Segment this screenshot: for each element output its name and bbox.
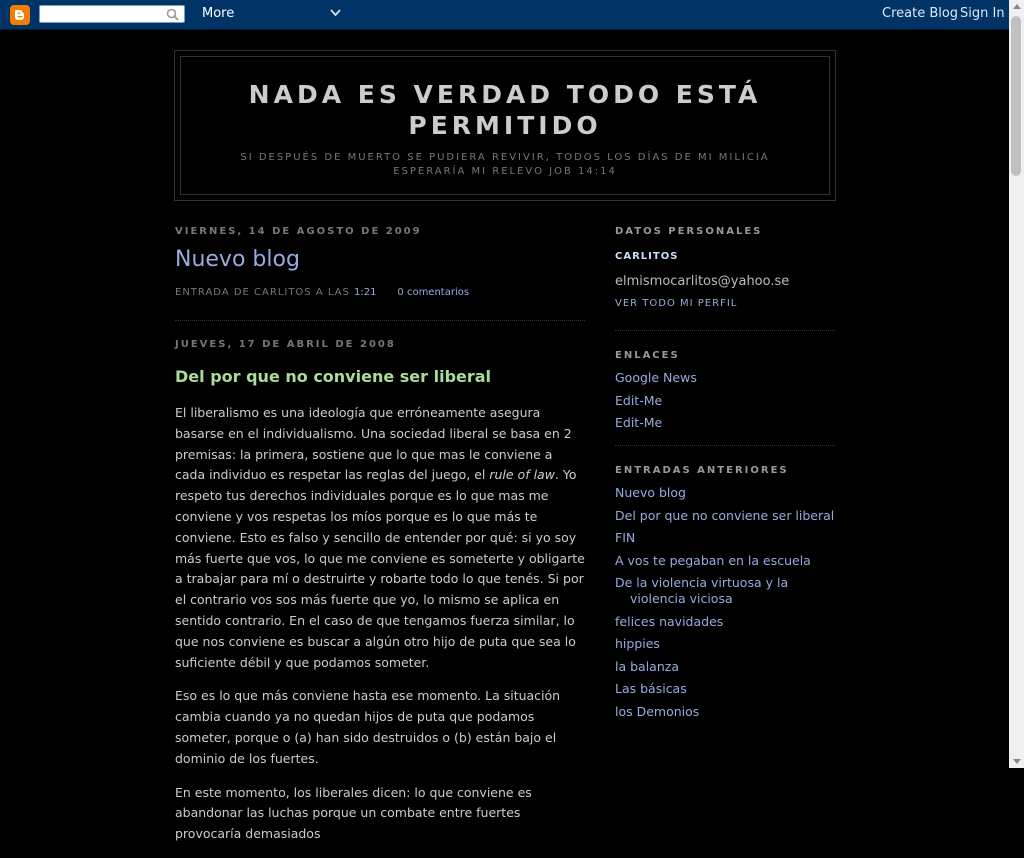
post-paragraph: En este momento, los liberales dicen: lo que conviene es abandonar las luchas porque un combate entre fuertes provocaría demasiados [175, 784, 532, 842]
scroll-down-icon[interactable] [1013, 759, 1021, 764]
blog-title[interactable]: NADA ES VERDAD TODO ESTÁ PERMITIDO [248, 80, 762, 140]
archive-heading: ENTRADAS ANTERIORES [615, 465, 789, 476]
profile-name-link[interactable]: CARLITOS [615, 251, 679, 262]
sidebar-link[interactable]: Edit-Me [615, 415, 663, 430]
archive-link[interactable]: FIN [615, 530, 636, 545]
post-paragraph: Eso es lo que más conviene hasta ese momento. La situación cambia cuando ya no quedan hijos de puta que podamos someter, porque o (a) han sido destruidos o (b) están bajo el dominio de los fuertes. [175, 688, 561, 766]
post [175, 226, 585, 300]
blogger-logo-icon[interactable] [10, 5, 30, 25]
archive-list [615, 485, 835, 720]
view-profile-link[interactable]: VER TODO MI PERFIL [615, 298, 738, 309]
search-input[interactable] [39, 5, 185, 23]
sidebar-divider [615, 445, 835, 446]
post-paragraph: El liberalismo es una ideología que erróneamente asegura basarse en el individualismo. Una sociedad liberal se basa en 2 premisas: la primera, sostiene que lo que mas le conviene a cada individuo es respetar las reglas del juego, el rule of law. Yo respeto tus derechos individuales porque es lo que mas me conviene y vos respetas los míos porque es lo que más te conviene. Esto es falso y sencillo de entender por qué: si yo soy más fuerte que vos, lo que me conviene es someterte y obligarte a trabajar para mí o destruirte y robarte todo lo que tenés. Si por el contrario vos sos más fuerte que yo, lo mismo se aplica en sentido contrario. En el caso de que tengamos fuerza similar, lo que nos conviene es buscar a algún otro hijo de puta que sea lo suficiente débil y que podamos someter. [175, 405, 585, 670]
more-menu[interactable]: More [202, 6, 235, 21]
profile-email: elmismocarlitos@yahoo.se [615, 274, 790, 289]
post-date: JUEVES, 17 DE ABRIL DE 2008 [175, 339, 396, 350]
sidebar-divider [615, 330, 835, 331]
archive-link[interactable]: A vos te pegaban en la escuela [615, 552, 811, 568]
search-icon[interactable] [166, 8, 179, 21]
post [175, 339, 585, 845]
links-heading: ENLACES [615, 350, 680, 361]
scrollbar-thumb[interactable] [1011, 16, 1021, 176]
post-author-label: ENTRADA DE CARLITOS A LAS [175, 287, 350, 298]
post-date: VIERNES, 14 DE AGOSTO DE 2009 [175, 226, 422, 237]
main-column [175, 226, 585, 858]
archive-link[interactable]: Las básicas [615, 681, 687, 696]
archive-link[interactable]: la balanza [615, 658, 679, 674]
blog-description: SI DESPUÉS DE MUERTO SE PUDIERA REVIVIR, TODOS LOS DÍAS DE MI MILICIA ESPERARÍA MI RELEVO JOB 14:14 [240, 152, 770, 177]
post-footer [175, 286, 585, 300]
sign-in-link[interactable]: Sign In [960, 6, 1005, 21]
archive-link[interactable]: Del por que no conviene ser liberal [615, 507, 835, 523]
blog-header [174, 50, 836, 201]
create-blog-link[interactable]: Create Blog [882, 6, 959, 21]
scroll-up-icon[interactable] [1013, 4, 1021, 9]
post-title[interactable]: Nuevo blog [175, 247, 300, 272]
sidebar [615, 226, 835, 726]
sidebar-link[interactable]: Google News [615, 370, 697, 385]
blogger-navbar [0, 0, 1009, 30]
post-time-link[interactable]: 1:21 [354, 287, 377, 298]
archive-link[interactable]: Nuevo blog [615, 485, 686, 500]
post-comments-link[interactable]: 0 comentarios [397, 287, 470, 298]
links-list [615, 370, 835, 431]
archive-link[interactable]: los Demonios [615, 703, 700, 719]
post-body [175, 403, 585, 845]
archive-link[interactable]: De la violencia virtuosa y la violencia viciosa [615, 575, 789, 606]
page-scrollbar[interactable] [1009, 0, 1024, 768]
post-divider [175, 320, 585, 321]
archive-link[interactable]: hippies [615, 636, 660, 651]
chevron-down-icon[interactable] [330, 8, 341, 17]
archive-link[interactable]: felices navidades [615, 613, 724, 629]
profile-heading: DATOS PERSONALES [615, 226, 763, 237]
post-title: Del por que no conviene ser liberal [175, 367, 492, 386]
sidebar-link[interactable]: Edit-Me [615, 392, 663, 408]
blog-header-inner [180, 56, 830, 195]
